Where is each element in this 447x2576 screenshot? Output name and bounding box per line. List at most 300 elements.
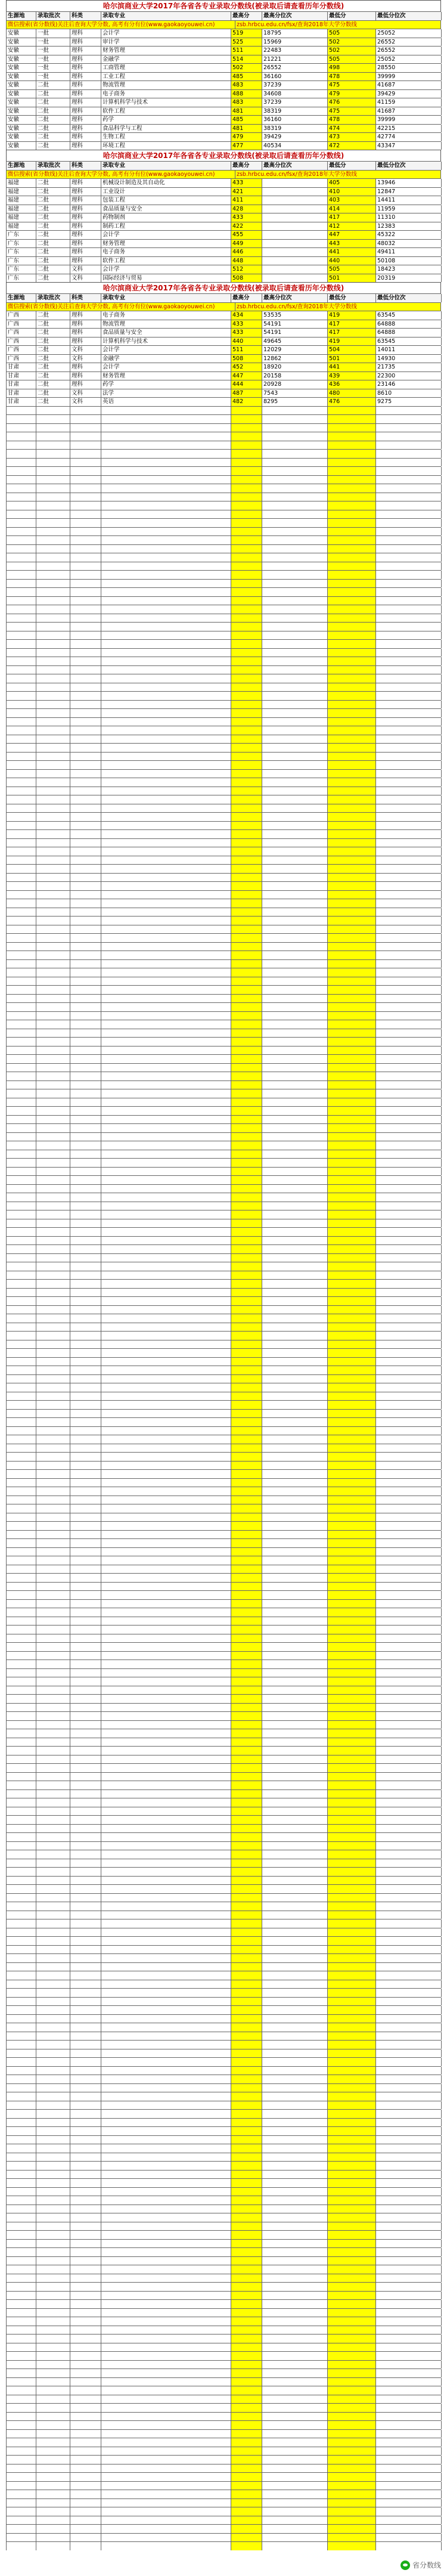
table-cell-empty bbox=[70, 1868, 101, 1876]
table-cell-empty bbox=[101, 1850, 231, 1859]
column-header: 最低分 bbox=[328, 12, 376, 20]
table-cell-empty bbox=[328, 2179, 376, 2187]
table-cell-empty bbox=[70, 2430, 101, 2438]
table-cell-empty bbox=[36, 1349, 70, 1357]
table-cell-empty bbox=[328, 1583, 376, 1591]
table-cell-empty bbox=[376, 2507, 442, 2516]
table-cell-empty bbox=[231, 657, 262, 665]
table-cell-empty bbox=[7, 2386, 36, 2395]
table-cell-empty bbox=[328, 1072, 376, 1080]
table-cell-empty bbox=[101, 1332, 231, 1340]
table-cell-empty bbox=[262, 2049, 328, 2058]
table-cell-empty bbox=[328, 2317, 376, 2326]
table-cell-empty bbox=[328, 1487, 376, 1496]
table-cell-empty bbox=[7, 2023, 36, 2032]
table-cell-empty bbox=[36, 1626, 70, 1634]
table-cell: 理科 bbox=[70, 240, 101, 248]
table-cell-empty bbox=[376, 1410, 442, 1418]
table-cell: 二批 bbox=[36, 116, 70, 124]
table-cell-empty bbox=[231, 2041, 262, 2049]
table-cell-empty bbox=[231, 1773, 262, 1781]
table-cell: 国际经济与贸易 bbox=[101, 274, 231, 283]
table-cell-empty bbox=[70, 1695, 101, 1703]
table-cell-empty bbox=[36, 614, 70, 623]
table-cell-empty bbox=[7, 1634, 36, 1643]
table-cell-empty bbox=[36, 1842, 70, 1850]
table-cell-empty bbox=[7, 1513, 36, 1522]
table-cell-empty bbox=[262, 2231, 328, 2239]
table-cell-empty bbox=[7, 553, 36, 562]
header-row bbox=[6, 11, 441, 20]
table-cell-empty bbox=[231, 2006, 262, 2014]
table-cell-empty bbox=[328, 1159, 376, 1167]
table-cell: 474 bbox=[328, 125, 376, 133]
table-cell-empty bbox=[101, 1176, 231, 1184]
table-cell: 会计学 bbox=[101, 363, 231, 371]
table-cell: 二批 bbox=[36, 329, 70, 337]
table-cell-empty bbox=[231, 1764, 262, 1772]
table-cell-empty bbox=[70, 657, 101, 665]
table-cell-empty bbox=[7, 1712, 36, 1720]
table-cell-empty bbox=[376, 649, 442, 657]
table-cell-empty bbox=[376, 2265, 442, 2274]
table-cell-empty bbox=[70, 917, 101, 925]
table-cell-empty bbox=[101, 623, 231, 631]
table-cell-empty bbox=[376, 407, 442, 415]
table-cell-empty bbox=[36, 407, 70, 415]
table-cell-empty bbox=[101, 1798, 231, 1807]
table-cell: 福建 bbox=[7, 205, 36, 213]
table-cell-empty bbox=[36, 1919, 70, 1928]
table-cell-empty bbox=[36, 1314, 70, 1323]
table-cell-empty bbox=[231, 562, 262, 571]
table-cell-empty bbox=[376, 874, 442, 882]
table-cell-empty bbox=[7, 2110, 36, 2118]
table-cell-empty bbox=[376, 1591, 442, 1599]
table-cell-empty bbox=[101, 493, 231, 501]
table-cell-empty bbox=[7, 2456, 36, 2464]
table-cell-empty bbox=[101, 657, 231, 665]
table-cell-empty bbox=[231, 1392, 262, 1401]
table-cell-empty bbox=[328, 1314, 376, 1323]
table-cell-empty bbox=[70, 1971, 101, 1980]
table-row bbox=[6, 196, 441, 205]
table-cell-empty bbox=[262, 1755, 328, 1764]
table-cell: 448 bbox=[231, 257, 262, 265]
table-cell-empty bbox=[7, 1608, 36, 1617]
table-cell bbox=[262, 196, 328, 205]
table-cell-empty bbox=[101, 459, 231, 467]
table-cell-empty bbox=[262, 891, 328, 899]
table-cell-empty bbox=[36, 1877, 70, 1885]
table-cell-empty bbox=[262, 666, 328, 674]
table-cell-empty bbox=[36, 995, 70, 1003]
table-row-empty bbox=[6, 414, 441, 423]
table-cell-empty bbox=[328, 1513, 376, 1522]
table-cell-empty bbox=[101, 718, 231, 726]
table-cell-empty bbox=[70, 1755, 101, 1764]
table-cell: 455 bbox=[231, 231, 262, 239]
table-cell-empty bbox=[262, 839, 328, 847]
table-cell-empty bbox=[231, 2283, 262, 2291]
table-cell-empty bbox=[376, 484, 442, 493]
table-cell: 工商管理 bbox=[101, 64, 231, 72]
table-cell-empty bbox=[376, 1020, 442, 1029]
table-cell-empty bbox=[7, 605, 36, 614]
table-cell-empty bbox=[262, 1280, 328, 1288]
table-row-empty bbox=[6, 1884, 441, 1893]
table-row-empty bbox=[6, 856, 441, 865]
table-cell-empty bbox=[328, 1366, 376, 1374]
table-cell-empty bbox=[7, 795, 36, 804]
table-cell: 财务管理 bbox=[101, 47, 231, 55]
table-cell-empty bbox=[328, 1816, 376, 1824]
table-cell-empty bbox=[7, 1652, 36, 1660]
table-cell-empty bbox=[262, 1894, 328, 1902]
table-cell-empty bbox=[262, 545, 328, 553]
table-cell-empty bbox=[262, 1089, 328, 1098]
table-cell-empty bbox=[231, 1332, 262, 1340]
table-cell-empty bbox=[231, 787, 262, 795]
table-cell: 20319 bbox=[376, 274, 442, 283]
table-cell-empty bbox=[231, 2361, 262, 2369]
table-cell-empty bbox=[36, 2119, 70, 2127]
table-cell-empty bbox=[7, 1289, 36, 1297]
table-cell-empty bbox=[36, 1583, 70, 1591]
table-cell-empty bbox=[231, 753, 262, 761]
table-cell-empty bbox=[328, 657, 376, 665]
table-cell-empty bbox=[328, 484, 376, 493]
table-cell-empty bbox=[262, 674, 328, 683]
table-cell-empty bbox=[7, 2326, 36, 2334]
table-cell-empty bbox=[262, 822, 328, 830]
table-cell-empty bbox=[262, 2378, 328, 2386]
table-cell-empty bbox=[262, 2205, 328, 2213]
table-cell: 476 bbox=[328, 398, 376, 406]
table-cell-empty bbox=[70, 2482, 101, 2490]
table-cell-empty bbox=[376, 943, 442, 951]
table-cell-empty bbox=[36, 856, 70, 865]
table-cell-empty bbox=[101, 2049, 231, 2058]
table-cell-empty bbox=[36, 1816, 70, 1824]
table-cell-empty bbox=[376, 977, 442, 986]
table-cell-empty bbox=[7, 874, 36, 882]
table-row-empty bbox=[6, 423, 441, 432]
table-cell-empty bbox=[7, 1358, 36, 1366]
table-cell-empty bbox=[231, 2482, 262, 2490]
table-cell-empty bbox=[101, 2395, 231, 2404]
table-cell-empty bbox=[376, 865, 442, 873]
table-cell-empty bbox=[70, 1116, 101, 1124]
table-cell-empty bbox=[70, 2248, 101, 2256]
table-cell-empty bbox=[36, 2352, 70, 2360]
table-cell-empty bbox=[101, 1046, 231, 1055]
table-cell-empty bbox=[7, 1574, 36, 1582]
table-cell-empty bbox=[328, 1807, 376, 1816]
table-cell-empty bbox=[7, 718, 36, 726]
table-cell-empty bbox=[262, 640, 328, 648]
table-cell-empty bbox=[231, 1790, 262, 1798]
table-cell-empty bbox=[36, 1773, 70, 1781]
table-cell: 449 bbox=[231, 240, 262, 248]
table-cell-empty bbox=[231, 795, 262, 804]
table-cell-empty bbox=[376, 1237, 442, 1245]
table-cell-empty bbox=[36, 813, 70, 821]
table-cell-empty bbox=[376, 1574, 442, 1582]
header-row bbox=[6, 161, 441, 170]
table-cell-empty bbox=[262, 1210, 328, 1219]
table-cell-empty bbox=[101, 1539, 231, 1547]
table-cell-empty bbox=[101, 1185, 231, 1193]
table-cell-empty bbox=[7, 830, 36, 838]
table-cell-empty bbox=[328, 1375, 376, 1383]
table-cell-empty bbox=[231, 1980, 262, 1989]
table-cell-empty bbox=[101, 432, 231, 441]
table-cell-empty bbox=[7, 1116, 36, 1124]
table-cell-empty bbox=[231, 1825, 262, 1833]
table-cell-empty bbox=[36, 2092, 70, 2101]
table-cell-empty bbox=[376, 2196, 442, 2205]
table-cell-empty bbox=[7, 1271, 36, 1280]
table-cell-empty bbox=[7, 1098, 36, 1107]
table-cell-empty bbox=[70, 2257, 101, 2265]
table-cell-empty bbox=[376, 1072, 442, 1080]
table-cell-empty bbox=[328, 753, 376, 761]
table-cell-empty bbox=[376, 1435, 442, 1444]
table-cell-empty bbox=[328, 813, 376, 821]
table-cell-empty bbox=[36, 1911, 70, 1919]
table-cell: 理科 bbox=[70, 38, 101, 47]
table-cell: 511 bbox=[231, 47, 262, 55]
table-cell-empty bbox=[7, 1150, 36, 1159]
table-row-empty bbox=[6, 942, 441, 951]
table-cell-empty bbox=[328, 761, 376, 769]
table-cell-empty bbox=[70, 2084, 101, 2092]
table-cell-empty bbox=[328, 709, 376, 717]
table-cell-empty bbox=[231, 1842, 262, 1850]
table-cell-empty bbox=[36, 605, 70, 614]
table-cell-empty bbox=[262, 2179, 328, 2187]
table-cell: 419 bbox=[328, 311, 376, 320]
table-cell-empty bbox=[328, 2075, 376, 2083]
table-cell: 54191 bbox=[262, 320, 328, 329]
table-cell-empty bbox=[262, 2473, 328, 2481]
table-cell-empty bbox=[376, 1877, 442, 1885]
table-cell-empty bbox=[7, 1850, 36, 1859]
table-cell-empty bbox=[101, 580, 231, 588]
table-cell-empty bbox=[231, 1643, 262, 1651]
table-row bbox=[6, 371, 441, 380]
table-cell-empty bbox=[36, 2499, 70, 2507]
table-row-empty bbox=[6, 674, 441, 683]
table-cell: 理科 bbox=[70, 116, 101, 124]
table-row-empty bbox=[6, 1807, 441, 1816]
table-cell-empty bbox=[262, 2110, 328, 2118]
table-cell-empty bbox=[7, 925, 36, 934]
table-cell-empty bbox=[7, 865, 36, 873]
table-cell: 485 bbox=[231, 116, 262, 124]
table-cell: 40534 bbox=[262, 142, 328, 150]
table-cell-empty bbox=[70, 1020, 101, 1029]
table-cell-empty bbox=[101, 2058, 231, 2066]
table-cell: 会计学 bbox=[101, 265, 231, 274]
table-cell-empty bbox=[101, 2015, 231, 2023]
table-cell-empty bbox=[101, 1254, 231, 1262]
table-cell-empty bbox=[7, 1911, 36, 1919]
table-cell-empty bbox=[101, 631, 231, 640]
info-banner bbox=[6, 170, 441, 179]
table-cell-empty bbox=[70, 986, 101, 994]
table-cell-empty bbox=[101, 995, 231, 1003]
table-cell-empty bbox=[70, 2499, 101, 2507]
table-cell-empty bbox=[36, 1297, 70, 1305]
table-cell-empty bbox=[376, 1513, 442, 1522]
table-cell-empty bbox=[328, 2006, 376, 2014]
table-cell-empty bbox=[231, 1600, 262, 1608]
table-cell-empty bbox=[376, 934, 442, 942]
column-header: 录取专业 bbox=[101, 294, 231, 302]
table-cell-empty bbox=[36, 977, 70, 986]
table-cell-empty bbox=[101, 882, 231, 890]
table-cell-empty bbox=[376, 1496, 442, 1504]
table-cell-empty bbox=[101, 2136, 231, 2144]
table-cell: 理科 bbox=[70, 329, 101, 337]
table-cell-empty bbox=[328, 2213, 376, 2222]
table-cell-empty bbox=[231, 2084, 262, 2092]
table-row-empty bbox=[6, 1686, 441, 1695]
table-cell-empty bbox=[101, 2257, 231, 2265]
table-cell-empty bbox=[262, 1583, 328, 1591]
table-cell-empty bbox=[328, 2015, 376, 2023]
table-row-empty bbox=[6, 2274, 441, 2283]
table-cell-empty bbox=[262, 1816, 328, 1824]
table-row-empty bbox=[6, 2464, 441, 2473]
table-cell-empty bbox=[262, 424, 328, 432]
table-cell bbox=[262, 188, 328, 196]
table-cell-empty bbox=[70, 1228, 101, 1236]
table-cell-empty bbox=[101, 597, 231, 605]
table-cell: 417 bbox=[328, 320, 376, 329]
table-cell-empty bbox=[376, 1712, 442, 1720]
table-cell-empty bbox=[36, 2361, 70, 2369]
table-cell-empty bbox=[7, 822, 36, 830]
table-cell-empty bbox=[262, 1462, 328, 1470]
table-cell-empty bbox=[328, 2041, 376, 2049]
table-cell-empty bbox=[328, 1522, 376, 1530]
table-cell-empty bbox=[262, 1081, 328, 1089]
table-cell-empty bbox=[101, 2352, 231, 2360]
table-cell-empty bbox=[231, 1297, 262, 1305]
table-cell-empty bbox=[7, 847, 36, 856]
table-cell-empty bbox=[262, 1773, 328, 1781]
table-cell-empty bbox=[101, 1358, 231, 1366]
table-cell-empty bbox=[376, 2482, 442, 2490]
table-row-empty bbox=[6, 1141, 441, 1150]
table-cell-empty bbox=[328, 571, 376, 579]
table-cell-empty bbox=[70, 2404, 101, 2412]
table-cell-empty bbox=[376, 1332, 442, 1340]
table-cell-empty bbox=[231, 2075, 262, 2083]
table-cell-empty bbox=[376, 501, 442, 510]
table-cell-empty bbox=[328, 1859, 376, 1868]
table-cell-empty bbox=[262, 968, 328, 977]
table-cell-empty bbox=[328, 787, 376, 795]
table-cell-empty bbox=[376, 1704, 442, 1712]
table-cell-empty bbox=[70, 536, 101, 544]
table-cell-empty bbox=[70, 1332, 101, 1340]
table-cell-empty bbox=[36, 2317, 70, 2326]
table-row-empty bbox=[6, 2170, 441, 2179]
table-cell-empty bbox=[231, 2023, 262, 2032]
table-cell-empty bbox=[101, 1089, 231, 1098]
table-cell-empty bbox=[7, 2222, 36, 2231]
table-cell: 一批 bbox=[36, 64, 70, 72]
table-cell-empty bbox=[36, 1401, 70, 1409]
table-cell-empty bbox=[328, 450, 376, 458]
table-cell-empty bbox=[36, 1107, 70, 1115]
table-row bbox=[6, 38, 441, 47]
table-cell-empty bbox=[262, 2023, 328, 2032]
table-cell-empty bbox=[36, 2110, 70, 2118]
table-cell: 一批 bbox=[36, 47, 70, 55]
table-cell-empty bbox=[70, 1202, 101, 1210]
table-cell: 文科 bbox=[70, 274, 101, 283]
table-cell-empty bbox=[262, 2127, 328, 2135]
table-cell: 理科 bbox=[70, 196, 101, 205]
table-cell: 食品科学与工程 bbox=[101, 125, 231, 133]
table-cell-empty bbox=[101, 2326, 231, 2334]
table-cell-empty bbox=[231, 2309, 262, 2317]
table-cell-empty bbox=[101, 839, 231, 847]
table-cell: 23146 bbox=[376, 380, 442, 389]
table-cell-empty bbox=[376, 432, 442, 441]
table-cell: 13946 bbox=[376, 179, 442, 187]
table-cell-empty bbox=[36, 2084, 70, 2092]
table-cell-empty bbox=[101, 1228, 231, 1236]
table-cell-empty bbox=[7, 1124, 36, 1132]
table-cell-empty bbox=[101, 1946, 231, 1954]
table-cell-empty bbox=[7, 1193, 36, 1202]
table-cell-empty bbox=[101, 1686, 231, 1695]
table-cell-empty bbox=[36, 1418, 70, 1426]
table-cell-empty bbox=[70, 640, 101, 648]
table-row-empty bbox=[6, 2403, 441, 2412]
table-row-empty bbox=[6, 1348, 441, 1357]
table-cell-empty bbox=[7, 441, 36, 450]
table-cell-empty bbox=[70, 1531, 101, 1539]
table-cell-empty bbox=[101, 1583, 231, 1591]
table-cell-empty bbox=[7, 528, 36, 536]
table-cell-empty bbox=[101, 1868, 231, 1876]
table-row-empty bbox=[6, 1106, 441, 1115]
table-cell: 理科 bbox=[70, 188, 101, 196]
table-cell: 理科 bbox=[70, 380, 101, 389]
table-row-empty bbox=[6, 769, 441, 778]
table-cell-empty bbox=[7, 744, 36, 752]
table-cell-empty bbox=[7, 709, 36, 717]
table-cell-empty bbox=[70, 2464, 101, 2473]
table-row-empty bbox=[6, 1400, 441, 1409]
table-cell-empty bbox=[262, 2490, 328, 2498]
table-cell-empty bbox=[262, 415, 328, 423]
table-cell-empty bbox=[7, 1600, 36, 1608]
table-row-empty bbox=[6, 2040, 441, 2049]
table-cell-empty bbox=[101, 2006, 231, 2014]
table-cell: 26552 bbox=[262, 64, 328, 72]
table-row-empty bbox=[6, 1980, 441, 1989]
table-cell-empty bbox=[328, 795, 376, 804]
table-cell-empty bbox=[376, 2361, 442, 2369]
